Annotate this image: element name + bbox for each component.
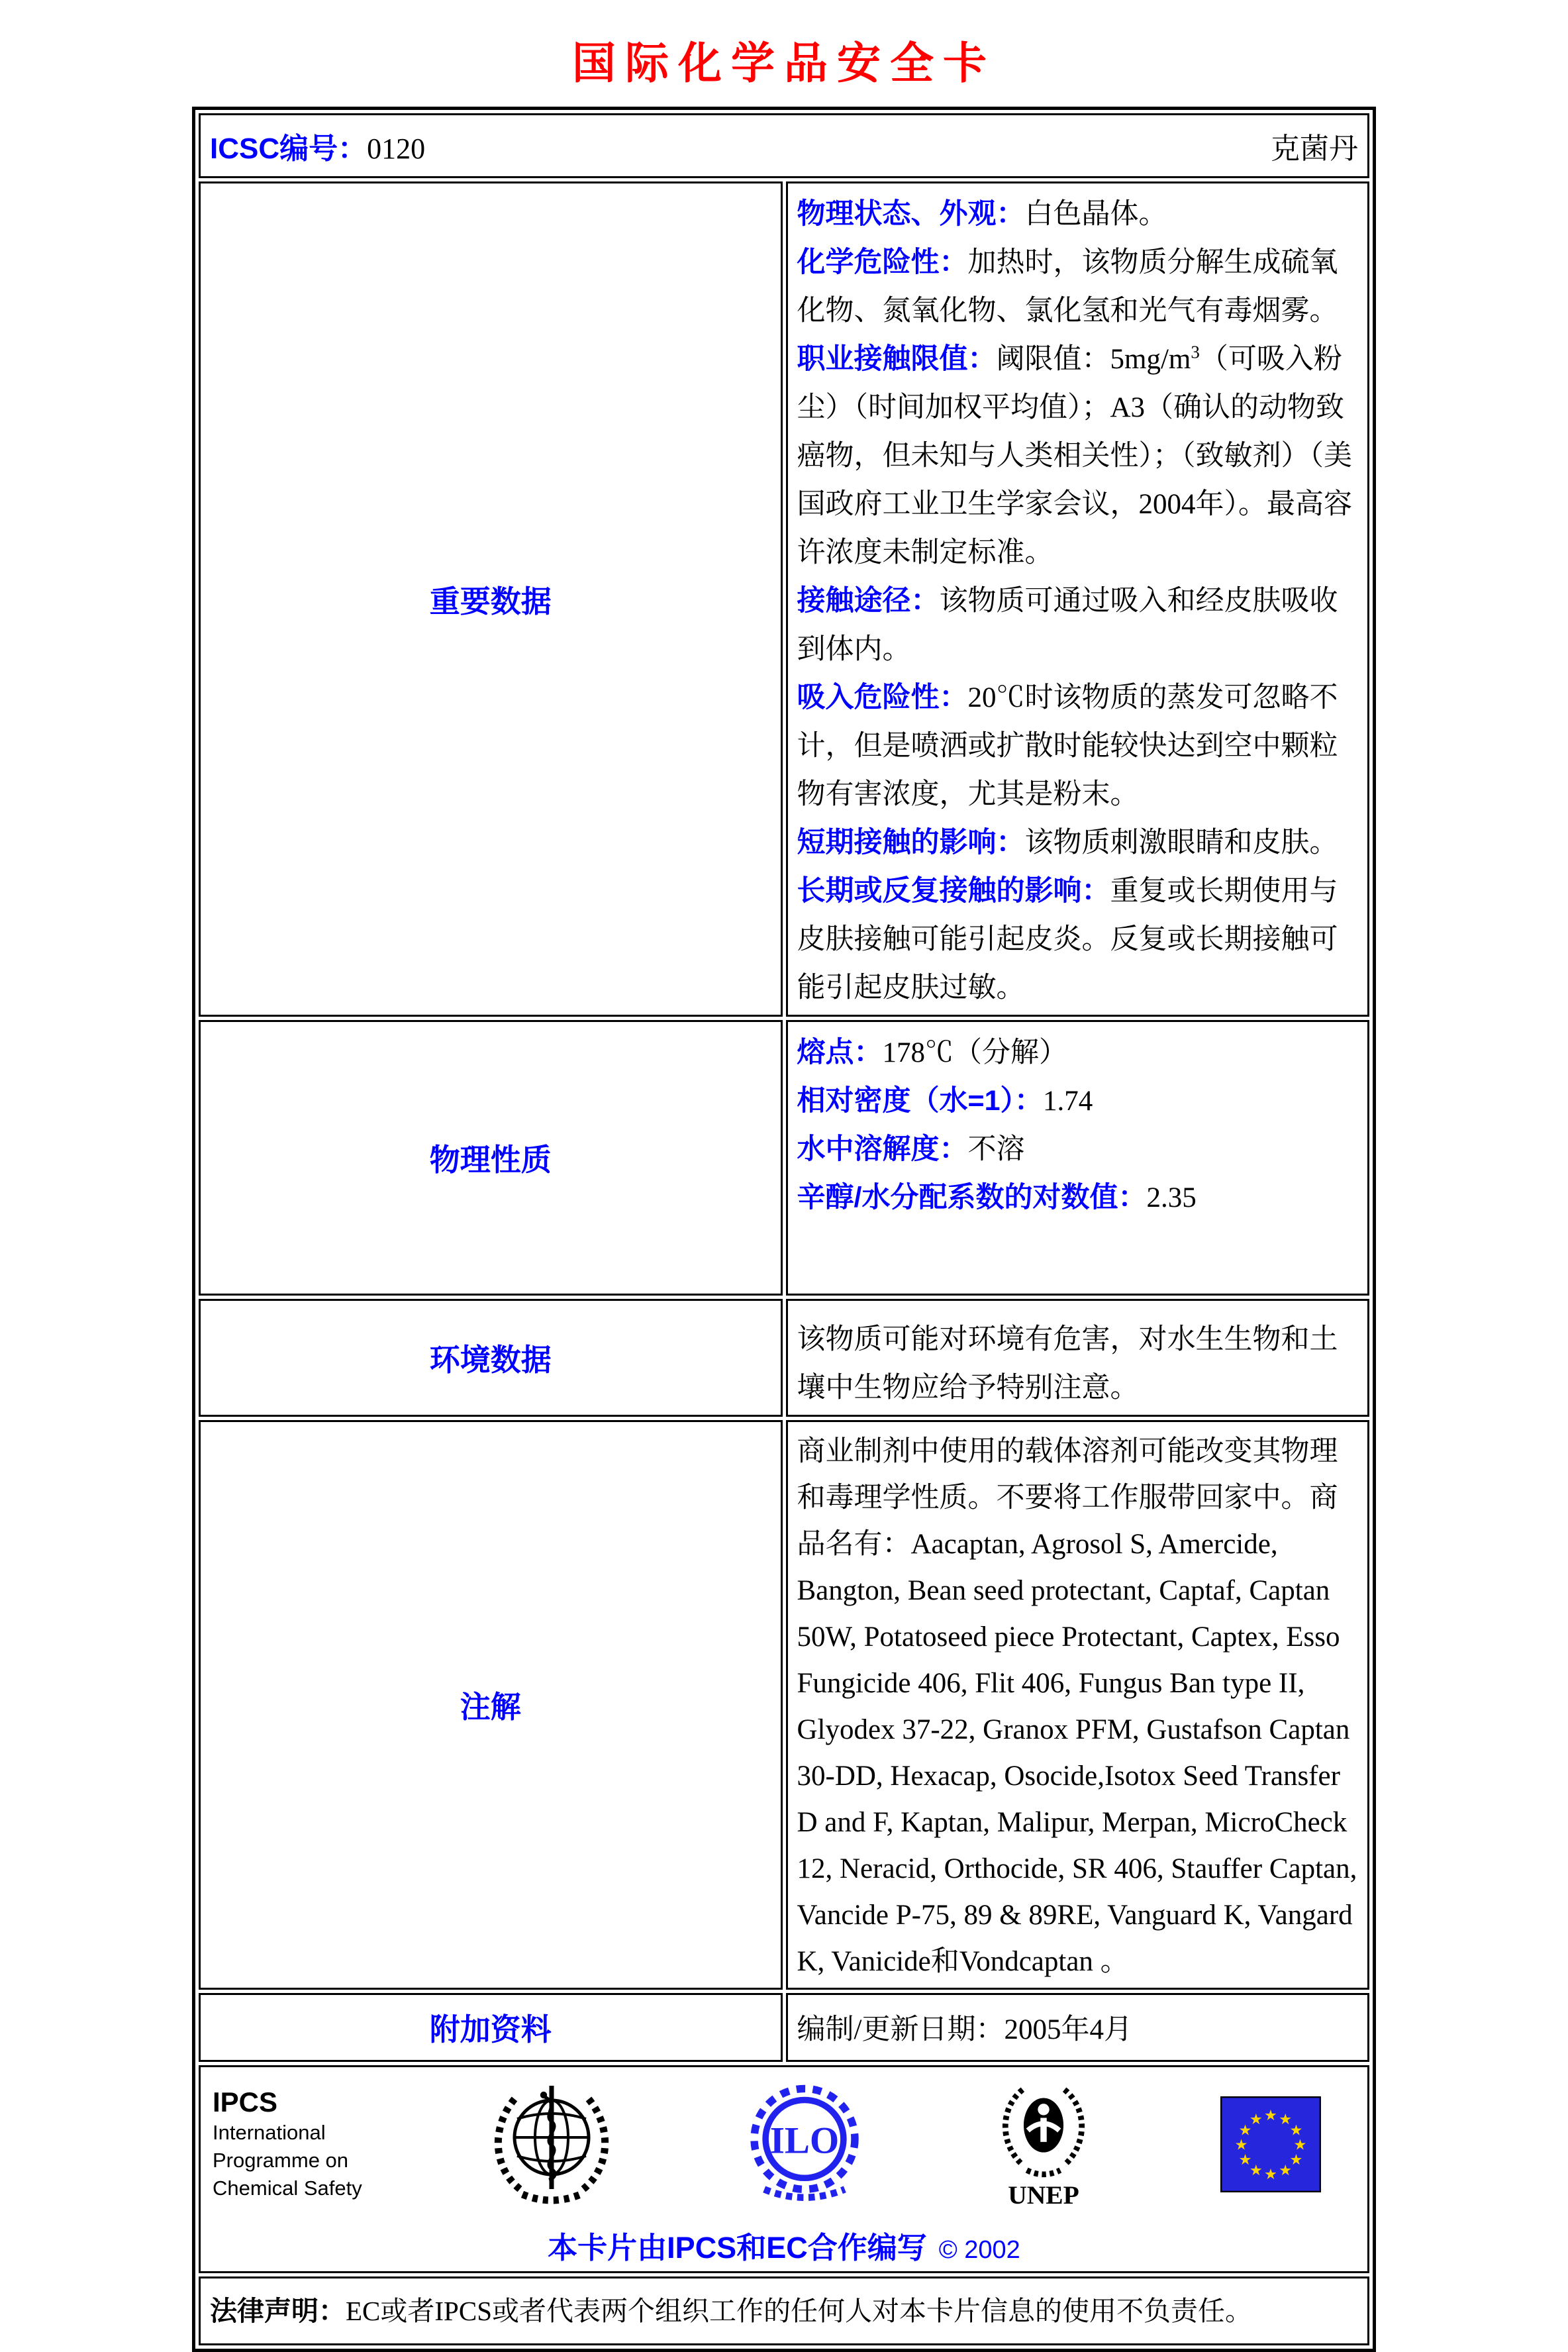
field-value: 1.74	[1043, 1086, 1093, 1117]
field-label: 长期或反复接触的影响：	[797, 875, 1110, 907]
field-label: 辛醇/水分配系数的对数值：	[797, 1182, 1147, 1213]
section-label-important-data: 重要数据	[199, 181, 783, 1017]
logos-cell	[199, 2065, 1369, 2273]
svg-text:★: ★	[1249, 2161, 1263, 2179]
svg-text:★: ★	[1264, 2165, 1277, 2183]
field-value: 不溶	[967, 1134, 1025, 1165]
icsc-number-group	[210, 125, 425, 167]
field-label: 相对密度（水=1）：	[797, 1085, 1044, 1117]
field-label: 物理状态、外观：	[797, 198, 1025, 230]
field-occupational-exposure-limit	[797, 335, 1359, 577]
field-exposure-routes	[797, 577, 1359, 674]
field-label: 短期接触的影响：	[797, 827, 1025, 858]
svg-text:★: ★	[1293, 2136, 1307, 2154]
field-short-term-effects	[797, 819, 1359, 867]
row-notes	[199, 1420, 1369, 1990]
ilo-logo-icon	[742, 2081, 867, 2207]
legal-text: EC或者IPCS或者代表两个组织工作的任何人对本卡片信息的使用不负责任。	[346, 2296, 1252, 2326]
field-label: 熔点：	[797, 1037, 883, 1068]
ipcs-acronym: IPCS	[213, 2086, 278, 2118]
row-header	[199, 113, 1369, 178]
svg-text:★: ★	[1234, 2136, 1248, 2154]
field-long-term-effects	[797, 867, 1359, 1012]
section-label-additional-info: 附加资料	[199, 1993, 783, 2062]
icsc-card-table	[192, 107, 1376, 2352]
important-data-content	[786, 181, 1370, 1017]
field-value: 重复或长期使用与皮肤接触可能引起皮炎。反复或长期接触可能引起皮肤过敏。	[797, 876, 1338, 1003]
notes-content	[786, 1420, 1370, 1990]
field-value: 加热时，该物质分解生成硫氧化物、氮氧化物、氯化氢和光气有毒烟雾。	[797, 247, 1338, 327]
field-chemical-danger	[797, 238, 1359, 335]
field-melting-point	[797, 1029, 1359, 1077]
row-physical-properties	[199, 1020, 1369, 1296]
icsc-number-value: 0120	[367, 132, 426, 165]
ipcs-line: Chemical Safety	[213, 2176, 362, 2200]
row-important-data	[199, 181, 1369, 1017]
row-logos	[199, 2065, 1369, 2273]
field-label: 水中溶解度：	[797, 1133, 968, 1165]
icsc-number-label: ICSC编号：	[210, 132, 368, 165]
svg-text:★: ★	[1279, 2161, 1293, 2179]
legal-label: 法律声明：	[210, 2296, 346, 2326]
who-logo-icon	[485, 2078, 618, 2210]
field-notes-text: 商业制剂中使用的载体溶剂可能改变其物理和毒理学性质。不要将工作服带回家中。商品名有：Aacaptan, Agrosol S, Amercide, Bangton, Bean seed protectant, Captaf, Captan 50W, Potatoseed piece Protectant, Captex, Esso Fungicide 406, Flit 406, Fungus Ban type II, Glyodex 37-22, Granox PFM, Gustafson Captan 30-DD, Hexacap, Osocide,Isotox Seed Transfer D and F, Kaptan, Malipur, Merpan, MicroCheck 12, Neracid, Orthocide, SR 406, Stauffer Captan, Vancide P-75, 89 & 89RE, Vanguard K, Vangard K, Vanicide和Vondcaptan 。	[797, 1436, 1357, 1977]
unep-logo-text: UNEP	[1008, 2180, 1080, 2209]
page-title: 国际化学品安全卡	[572, 40, 996, 88]
field-environmental-text: 该物质可能对环境有危害，对水生生物和土壤中生物应给予特别注意。	[797, 1324, 1338, 1404]
physical-properties-content	[786, 1020, 1370, 1296]
chemical-name: 克菌丹	[1271, 132, 1358, 165]
copyright-text: © 2002	[938, 2236, 1020, 2264]
field-value: 白色晶体。	[1024, 199, 1167, 230]
field-label: 接触途径：	[797, 585, 940, 617]
cooperation-caption-text: 本卡片由IPCS和EC合作编写	[548, 2231, 927, 2265]
row-legal	[199, 2276, 1369, 2345]
section-label-physical-properties: 物理性质	[199, 1020, 783, 1296]
field-value: 该物质可通过吸入和经皮肤吸收到体内。	[797, 586, 1338, 665]
field-label: 吸入危险性：	[797, 682, 968, 713]
ilo-logo-text: ILO	[769, 2120, 840, 2162]
environmental-data-content	[786, 1299, 1370, 1417]
field-value: 20℃时该物质的蒸发可忽略不计，但是喷洒或扩散时能较快达到空中颗粒物有害浓度，尤其是粉末。	[797, 682, 1338, 810]
field-value: 2.35	[1146, 1182, 1197, 1213]
legal-cell	[199, 2276, 1369, 2345]
field-value: 阈限值：5mg/m	[996, 344, 1191, 375]
header-cell	[199, 113, 1369, 178]
field-inhalation-risk	[797, 674, 1359, 819]
field-physical-state	[797, 190, 1359, 238]
unep-logo-icon	[991, 2079, 1097, 2209]
svg-text:★: ★	[1238, 2121, 1252, 2139]
svg-text:★: ★	[1289, 2151, 1303, 2169]
ipcs-text-block	[213, 2086, 362, 2202]
section-label-notes: 注解	[199, 1420, 783, 1990]
field-label: 化学危险性：	[797, 246, 968, 278]
row-environmental-data	[199, 1299, 1369, 1417]
field-water-solubility	[797, 1125, 1359, 1174]
svg-text:★: ★	[1249, 2110, 1263, 2128]
field-additional-info-text: 编制/更新日期：2005年4月	[797, 2014, 1132, 2045]
eu-flag-icon	[1220, 2096, 1321, 2192]
field-label: 职业接触限值：	[797, 343, 997, 375]
svg-text:★: ★	[1238, 2151, 1252, 2169]
svg-text:★: ★	[1289, 2121, 1303, 2139]
ipcs-line: Programme on	[213, 2149, 349, 2172]
cooperation-caption	[207, 2224, 1361, 2267]
field-octanol-water-partition	[797, 1174, 1359, 1222]
svg-text:★: ★	[1279, 2110, 1293, 2128]
additional-info-content	[786, 1993, 1370, 2062]
row-additional-info	[199, 1993, 1369, 2062]
field-relative-density	[797, 1077, 1359, 1125]
logos-row	[207, 2071, 1361, 2214]
svg-text:★: ★	[1264, 2106, 1277, 2124]
field-value: （可吸入粉尘）（时间加权平均值）；A3（确认的动物致癌物，但未知与人类相关性）；（致敏剂）（美国政府工业卫生学家会议，2004年）。最高容许浓度未制定标准。	[797, 344, 1352, 568]
superscript-3: 3	[1191, 342, 1200, 362]
field-value: 178℃（分解）	[882, 1037, 1067, 1068]
section-label-environmental-data: 环境数据	[199, 1299, 783, 1417]
field-value: 该物质刺激眼睛和皮肤。	[1024, 827, 1338, 858]
ipcs-line: International	[213, 2121, 326, 2144]
